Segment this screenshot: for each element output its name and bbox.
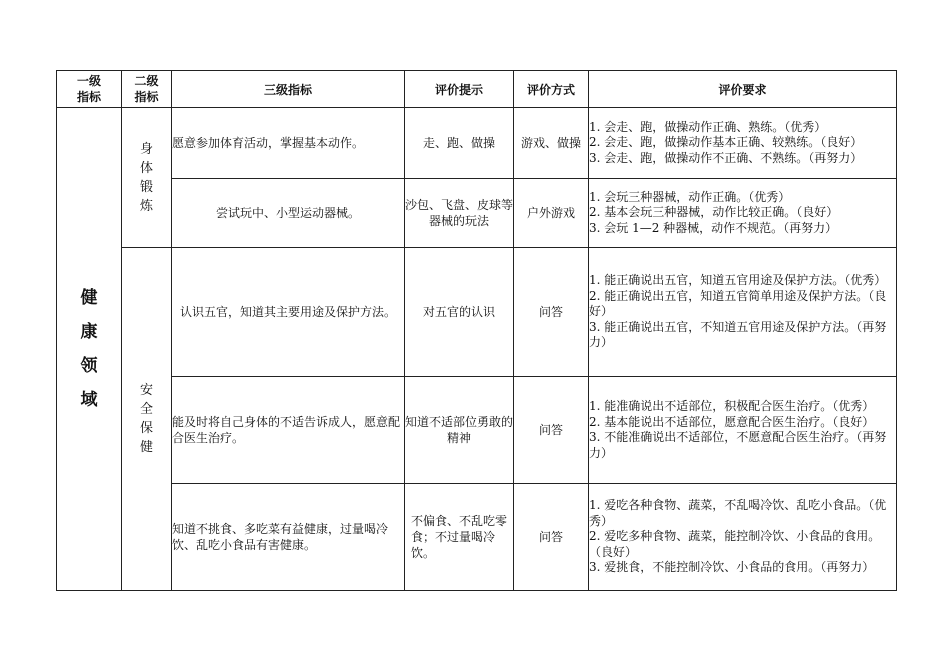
indicator-cell: 能及时将自己身体的不适告诉成人，愿意配合医生治疗。 (172, 377, 405, 484)
header-level2: 二级 指标 (122, 71, 172, 108)
hint-cell: 不偏食、不乱吃零食；不过量喝冷饮。 (405, 484, 514, 591)
subdomain-safety: 安 全 保 健 (122, 248, 172, 591)
hint-cell: 沙包、飞盘、皮球等器械的玩法 (405, 179, 514, 248)
header-requirement: 评价要求 (589, 71, 897, 108)
indicator-cell: 尝试玩中、小型运动器械。 (172, 179, 405, 248)
indicator-cell: 认识五官，知道其主要用途及保护方法。 (172, 248, 405, 377)
requirement-line: 3. 会走、跑，做操动作不正确、不熟练。（再努力） (589, 150, 863, 165)
requirement-cell (589, 484, 897, 591)
requirement-line: 1. 能正确说出五官，知道五官用途及保护方法。（优秀） (589, 273, 887, 288)
table-row (57, 484, 897, 591)
domain-cell: 健 康 领 域 (57, 108, 122, 591)
requirement-line: 1. 会玩三种器械，动作正确。（优秀） (589, 189, 791, 204)
requirement-line: 2. 会走、跑，做操动作基本正确、较熟练。（良好） (589, 135, 863, 150)
requirement-line: 3. 不能准确说出不适部位，不愿意配合医生治疗。（再努力） (589, 430, 887, 460)
requirement-line: 1. 会走、跑，做操动作正确、熟练。（优秀） (589, 119, 827, 134)
evaluation-table (56, 70, 897, 591)
table-row (57, 248, 897, 377)
requirement-line: 2. 能正确说出五官，知道五官简单用途及保护方法。（良好） (589, 288, 887, 319)
method-cell: 户外游戏 (514, 179, 589, 248)
method-cell: 问答 (514, 484, 589, 591)
requirement-line: 2. 基本能说出不适部位，愿意配合医生治疗。（良好） (589, 414, 875, 429)
requirement-line: 3. 能正确说出五官，不知道五官用途及保护方法。（再努力） (589, 319, 887, 350)
indicator-cell: 知道不挑食、多吃菜有益健康，过量喝冷饮、乱吃小食品有害健康。 (172, 484, 405, 591)
subdomain-physical: 身 体 锻 炼 (122, 108, 172, 248)
header-hint: 评价提示 (405, 71, 514, 108)
hint-cell: 知道不适部位勇敢的精神 (405, 377, 514, 484)
indicator-cell: 愿意参加体育活动，掌握基本动作。 (172, 108, 405, 179)
header-level1: 一级 指标 (57, 71, 122, 108)
table-row (57, 377, 897, 484)
table-row (57, 108, 897, 179)
requirement-line: 1. 能准确说出不适部位，积极配合医生治疗。（优秀） (589, 399, 875, 413)
method-cell: 问答 (514, 377, 589, 484)
requirement-line: 2. 基本会玩三种器械，动作比较正确。（良好） (589, 205, 839, 220)
header-method: 评价方式 (514, 71, 589, 108)
table-row (57, 179, 897, 248)
requirement-cell (589, 108, 897, 179)
requirement-cell (589, 377, 897, 484)
requirement-cell (589, 248, 897, 377)
hint-cell: 对五官的认识 (405, 248, 514, 377)
hint-cell: 走、跑、做操 (405, 108, 514, 179)
requirement-line: 2. 爱吃多种食物、蔬菜，能控制冷饮、小食品的食用。（良好） (589, 529, 881, 559)
requirement-line: 3. 会玩 1—2 种器械，动作不规范。（再努力） (589, 220, 838, 235)
requirement-cell (589, 179, 897, 248)
requirement-line: 3. 爱挑食，不能控制冷饮、小食品的食用。（再努力） (589, 560, 875, 575)
header-level3: 三级指标 (172, 71, 405, 108)
method-cell: 游戏、做操 (514, 108, 589, 179)
method-cell: 问答 (514, 248, 589, 377)
header-row (57, 71, 897, 108)
requirement-line: 1. 爱吃各种食物、蔬菜，不乱喝冷饮、乱吃小食品。（优秀） (589, 498, 887, 528)
